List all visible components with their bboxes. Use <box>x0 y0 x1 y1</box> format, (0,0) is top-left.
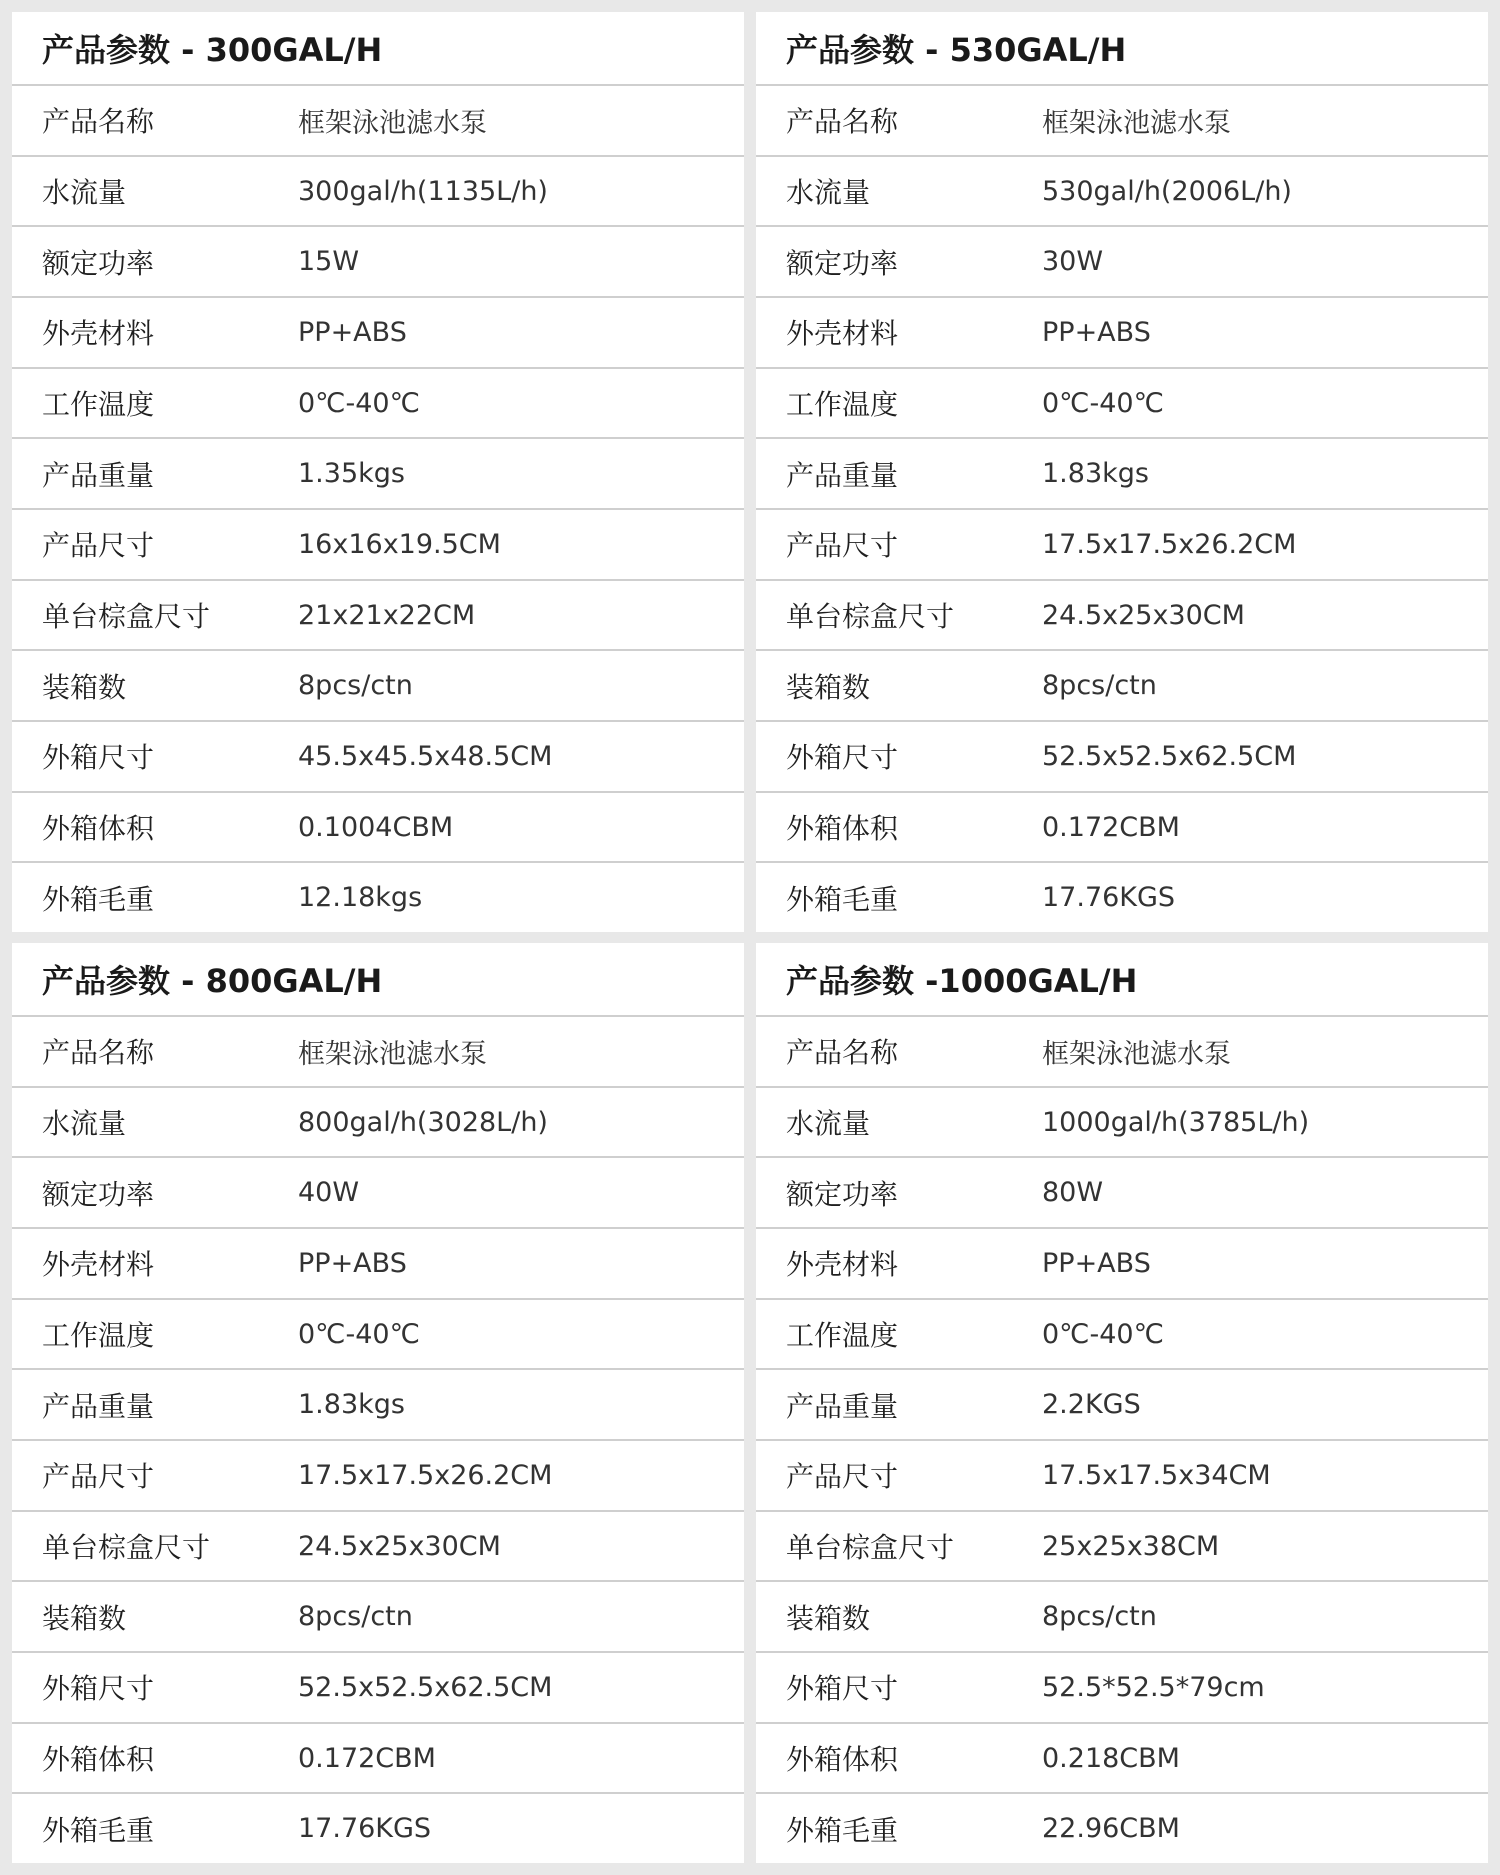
spec-label: 产品名称 <box>42 1036 155 1070</box>
spec-row-product-name <box>756 86 1488 157</box>
spec-value: 17.5x17.5x34CM <box>1042 1459 1271 1491</box>
spec-value: PP+ABS <box>1042 1247 1151 1279</box>
spec-label: 装箱数 <box>42 670 127 704</box>
spec-row-carton-size <box>12 722 744 793</box>
spec-value: 530gal/h(2006L/h) <box>1042 175 1292 207</box>
spec-row-pcs-per-carton <box>756 651 1488 722</box>
spec-value: 17.76KGS <box>298 1813 432 1845</box>
spec-row-housing-material <box>756 298 1488 369</box>
spec-value: 17.5x17.5x26.2CM <box>298 1459 553 1491</box>
spec-row-box-size <box>756 1512 1488 1583</box>
spec-value: 12.18kgs <box>298 882 423 914</box>
spec-row-carton-gross-weight <box>12 1794 744 1863</box>
spec-label: 工作温度 <box>42 1319 155 1353</box>
spec-value: 0℃-40℃ <box>298 387 420 419</box>
spec-row-product-size <box>12 1441 744 1512</box>
spec-value: 0.1004CBM <box>298 811 454 843</box>
spec-value: 17.76KGS <box>1042 882 1176 914</box>
spec-row-housing-material <box>756 1229 1488 1300</box>
spec-row-housing-material <box>12 1229 744 1300</box>
spec-row-carton-gross-weight <box>12 863 744 932</box>
spec-label: 产品重量 <box>786 458 899 492</box>
spec-label: 外箱毛重 <box>786 1813 899 1847</box>
spec-value: 15W <box>298 246 360 278</box>
spec-label: 外箱尺寸 <box>42 1672 155 1706</box>
spec-value: 2.2KGS <box>1042 1389 1141 1421</box>
spec-row-carton-gross-weight <box>756 863 1488 932</box>
spec-label: 外箱体积 <box>786 1743 899 1777</box>
spec-value: 0℃-40℃ <box>298 1318 420 1350</box>
spec-rows <box>756 1017 1488 1863</box>
spec-value: 0℃-40℃ <box>1042 1318 1164 1350</box>
spec-row-rated-power <box>12 1158 744 1229</box>
spec-label: 产品尺寸 <box>42 1460 155 1494</box>
spec-value: 0.172CBM <box>298 1742 436 1774</box>
spec-label: 额定功率 <box>42 1177 155 1211</box>
spec-label: 外箱体积 <box>42 812 155 846</box>
panel-title: 产品参数 - 800GAL/H <box>12 943 744 1017</box>
spec-row-product-size <box>756 510 1488 581</box>
spec-value: 1.83kgs <box>1042 458 1149 490</box>
spec-row-pcs-per-carton <box>756 1582 1488 1653</box>
spec-row-rated-power <box>756 1158 1488 1229</box>
spec-label: 外箱尺寸 <box>42 741 155 775</box>
spec-row-box-size <box>12 581 744 652</box>
spec-label: 产品尺寸 <box>42 529 155 563</box>
spec-value: 40W <box>298 1177 360 1209</box>
spec-label: 产品重量 <box>786 1389 899 1423</box>
spec-label: 单台棕盒尺寸 <box>786 1531 955 1565</box>
spec-value: 0.218CBM <box>1042 1742 1180 1774</box>
spec-panel-300 <box>12 12 744 932</box>
spec-label: 装箱数 <box>42 1601 127 1635</box>
spec-row-carton-volume <box>12 793 744 864</box>
spec-value: 8pcs/ctn <box>298 1601 413 1633</box>
spec-value: 1.35kgs <box>298 458 405 490</box>
spec-label: 单台棕盒尺寸 <box>42 1531 211 1565</box>
spec-row-product-weight <box>756 439 1488 510</box>
spec-label: 工作温度 <box>786 1319 899 1353</box>
spec-panel-800 <box>12 943 744 1863</box>
spec-label: 产品尺寸 <box>786 1460 899 1494</box>
spec-label: 单台棕盒尺寸 <box>786 600 955 634</box>
spec-row-product-weight <box>756 1370 1488 1441</box>
spec-row-flow-rate <box>12 1088 744 1159</box>
spec-value: 17.5x17.5x26.2CM <box>1042 528 1297 560</box>
spec-label: 产品名称 <box>786 1036 899 1070</box>
spec-label: 产品重量 <box>42 1389 155 1423</box>
panel-title: 产品参数 - 300GAL/H <box>12 12 744 86</box>
spec-row-flow-rate <box>756 157 1488 228</box>
spec-sheet-grid <box>12 12 1488 1863</box>
spec-value: 52.5x52.5x62.5CM <box>1042 740 1297 772</box>
spec-row-product-name <box>12 1017 744 1088</box>
spec-row-carton-size <box>12 1653 744 1724</box>
spec-value: 0℃-40℃ <box>1042 387 1164 419</box>
spec-row-working-temperature <box>756 369 1488 440</box>
spec-row-carton-gross-weight <box>756 1794 1488 1863</box>
spec-label: 外箱毛重 <box>786 882 899 916</box>
spec-label: 外壳材料 <box>42 317 155 351</box>
spec-label: 外箱毛重 <box>42 1813 155 1847</box>
spec-row-working-temperature <box>12 369 744 440</box>
spec-label: 外壳材料 <box>786 1248 899 1282</box>
spec-label: 水流量 <box>786 176 871 209</box>
spec-label: 产品尺寸 <box>786 529 899 563</box>
spec-value: 300gal/h(1135L/h) <box>298 175 548 207</box>
spec-row-flow-rate <box>756 1088 1488 1159</box>
spec-label: 装箱数 <box>786 670 871 704</box>
spec-value: 52.5*52.5*79cm <box>1042 1671 1265 1703</box>
spec-row-rated-power <box>756 227 1488 298</box>
spec-row-pcs-per-carton <box>12 1582 744 1653</box>
spec-row-housing-material <box>12 298 744 369</box>
spec-row-box-size <box>12 1512 744 1583</box>
spec-label: 工作温度 <box>786 388 899 422</box>
spec-label: 装箱数 <box>786 1601 871 1635</box>
spec-value: 框架泳池滤水泵 <box>298 1038 487 1070</box>
spec-value: 8pcs/ctn <box>1042 670 1157 702</box>
spec-label: 额定功率 <box>786 1177 899 1211</box>
spec-row-carton-volume <box>756 1724 1488 1795</box>
spec-value: 0.172CBM <box>1042 811 1180 843</box>
spec-value: 框架泳池滤水泵 <box>1042 107 1231 139</box>
spec-label: 外箱尺寸 <box>786 1672 899 1706</box>
spec-value: PP+ABS <box>1042 316 1151 348</box>
spec-row-carton-size <box>756 1653 1488 1724</box>
spec-label: 外壳材料 <box>786 317 899 351</box>
spec-value: PP+ABS <box>298 316 407 348</box>
spec-label: 外箱尺寸 <box>786 741 899 775</box>
spec-row-rated-power <box>12 227 744 298</box>
spec-value: 45.5x45.5x48.5CM <box>298 740 553 772</box>
spec-row-box-size <box>756 581 1488 652</box>
panel-title: 产品参数 -1000GAL/H <box>756 943 1488 1017</box>
spec-value: 80W <box>1042 1177 1104 1209</box>
spec-value: 25x25x38CM <box>1042 1530 1220 1562</box>
spec-label: 外箱体积 <box>42 1743 155 1777</box>
spec-value: 1.83kgs <box>298 1389 405 1421</box>
spec-row-working-temperature <box>756 1300 1488 1371</box>
spec-label: 产品名称 <box>786 105 899 139</box>
spec-panel-1000 <box>756 943 1488 1863</box>
spec-row-product-size <box>12 510 744 581</box>
spec-label: 外箱体积 <box>786 812 899 846</box>
spec-value: 21x21x22CM <box>298 599 476 631</box>
spec-value: 16x16x19.5CM <box>298 528 501 560</box>
spec-label: 水流量 <box>42 1107 127 1140</box>
spec-row-product-name <box>756 1017 1488 1088</box>
spec-label: 产品名称 <box>42 105 155 139</box>
spec-row-carton-volume <box>12 1724 744 1795</box>
spec-value: 800gal/h(3028L/h) <box>298 1106 548 1138</box>
spec-row-carton-volume <box>756 793 1488 864</box>
spec-label: 工作温度 <box>42 388 155 422</box>
spec-value: 框架泳池滤水泵 <box>1042 1038 1231 1070</box>
spec-row-working-temperature <box>12 1300 744 1371</box>
spec-label: 产品重量 <box>42 458 155 492</box>
spec-label: 额定功率 <box>786 246 899 280</box>
spec-value: PP+ABS <box>298 1247 407 1279</box>
spec-label: 单台棕盒尺寸 <box>42 600 211 634</box>
spec-label: 外壳材料 <box>42 1248 155 1282</box>
spec-row-pcs-per-carton <box>12 651 744 722</box>
spec-value: 24.5x25x30CM <box>298 1530 501 1562</box>
spec-rows <box>756 86 1488 932</box>
spec-value: 22.96CBM <box>1042 1813 1180 1845</box>
panel-title: 产品参数 - 530GAL/H <box>756 12 1488 86</box>
spec-value: 8pcs/ctn <box>298 670 413 702</box>
spec-row-flow-rate <box>12 157 744 228</box>
spec-value: 1000gal/h(3785L/h) <box>1042 1106 1310 1138</box>
spec-row-product-size <box>756 1441 1488 1512</box>
spec-row-product-weight <box>12 439 744 510</box>
spec-label: 额定功率 <box>42 246 155 280</box>
spec-value: 30W <box>1042 246 1104 278</box>
spec-label: 水流量 <box>786 1107 871 1140</box>
spec-value: 52.5x52.5x62.5CM <box>298 1671 553 1703</box>
spec-value: 框架泳池滤水泵 <box>298 107 487 139</box>
spec-rows <box>12 86 744 932</box>
spec-label: 外箱毛重 <box>42 882 155 916</box>
spec-value: 24.5x25x30CM <box>1042 599 1245 631</box>
spec-label: 水流量 <box>42 176 127 209</box>
spec-row-product-weight <box>12 1370 744 1441</box>
spec-row-carton-size <box>756 722 1488 793</box>
spec-rows <box>12 1017 744 1863</box>
spec-panel-530 <box>756 12 1488 932</box>
spec-row-product-name <box>12 86 744 157</box>
spec-value: 8pcs/ctn <box>1042 1601 1157 1633</box>
